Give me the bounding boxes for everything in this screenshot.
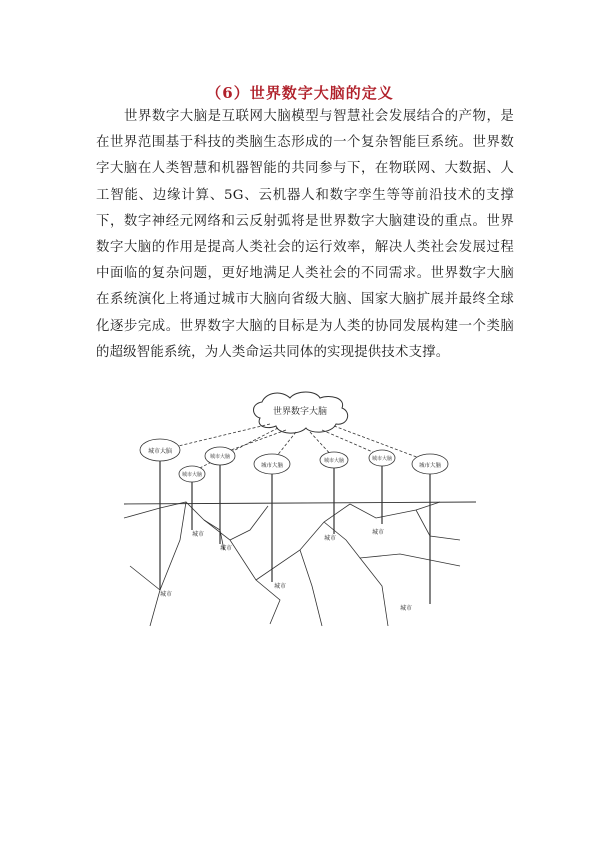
node-label-4: 城市大脑 [260, 463, 284, 469]
city-label-6: 城市 [371, 529, 385, 536]
node-cloud-4 [254, 454, 290, 590]
diagram-svg [120, 390, 480, 630]
top-cloud [254, 392, 348, 433]
node-cloud-2 [179, 466, 205, 538]
node-label-5: 城市大脑 [323, 458, 345, 464]
node-cloud-7 [400, 454, 448, 612]
node-cloud-5 [320, 452, 348, 542]
world-digital-brain-diagram [120, 390, 480, 630]
top-cloud-label: 世界数字大脑 [272, 407, 328, 417]
node-label-1: 城市大脑 [147, 448, 173, 455]
city-label-2: 城市 [191, 531, 205, 538]
city-label-3: 城市 [219, 545, 233, 552]
node-label-2: 城市大脑 [181, 472, 203, 478]
city-label-1: 城市 [159, 591, 173, 598]
node-label-6: 城市大脑 [371, 456, 393, 462]
city-label-5: 城市 [323, 535, 337, 542]
node-label-3: 城市大脑 [209, 454, 231, 460]
definition-paragraph: 世界数字大脑是互联网大脑模型与智慧社会发展结合的产物，是在世界范围基于科技的类脑生态形成的一个复杂智能巨系统。世界数字大脑在人类智慧和机器智能的共同参与下，在物联网、大数据、人工智能、边缘计算、5G、云机器人和数字孪生等等前沿技术的支撑下，数字神经元网络和云反射弧将是世界数字大脑建设的重点。世界数字大脑的作用是提高人类社会的运行效率，解决人类社会发展过程中面临的复杂问题，更好地满足人类社会的不同需求。世界数字大脑在系统演化上将通过城市大脑向省级大脑、国家大脑扩展并最终全球化逐步完成。世界数字大脑的目标是为人类的协同发展构建一个类脑的超级智能系统，为人类命运共同体的实现提供技术支撑。 [96, 109, 514, 360]
city-label-7: 城市 [399, 605, 413, 612]
horizon-line [124, 502, 476, 504]
node-cloud-1 [140, 439, 180, 598]
node-cloud-6 [369, 450, 395, 536]
city-label-4: 城市 [273, 583, 287, 590]
node-cloud-3 [205, 447, 235, 552]
section-title: （6）世界数字大脑的定义 [206, 84, 394, 102]
node-label-7: 城市大脑 [418, 463, 442, 469]
